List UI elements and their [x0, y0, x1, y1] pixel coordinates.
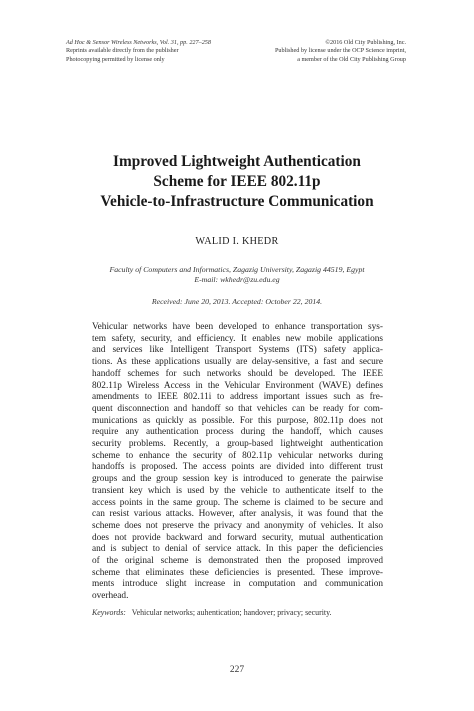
keywords	[92, 608, 392, 617]
reprints-note: Reprints available directly from the publisher	[66, 47, 179, 55]
abstract-line: and is subject to denial of service attack. In this paper the deficiencies	[92, 544, 383, 555]
abstract	[92, 322, 383, 603]
keywords-text: Vehicular networks; auhentication; handover; privacy; security.	[131, 608, 332, 617]
title-line: Improved Lightweight Authentication	[113, 153, 361, 170]
abstract-line: handoff schemes for such networks should be developed. The IEEE	[92, 368, 383, 379]
keywords-label: Keywords:	[92, 608, 126, 617]
journal-info	[66, 39, 211, 64]
abstract-line: transient key which is used by the vehicle to authenticate itself to the	[92, 485, 383, 496]
abstract-line: does not provide backward and forward security, mutual authentication	[92, 532, 383, 543]
license-line: Published by license under the OCP Science imprint,	[274, 47, 406, 55]
abstract-line: ments introduce slight increase in computation and communication	[92, 579, 383, 590]
publisher-group-line: a member of the Old City Publishing Group	[297, 55, 406, 63]
abstract-line: overhead.	[92, 591, 129, 602]
abstract-line: can resist various attacks. However, after analysis, it was found that the	[92, 509, 383, 520]
abstract-line: require any authentication process during the handoff, which causes	[92, 427, 383, 438]
abstract-line: Vehicular networks have been developed to enhance transportation sys-	[92, 322, 383, 332]
abstract-line: scheme that eliminates these deficiencies is presented. These improve-	[92, 567, 383, 578]
page-number: 227	[229, 665, 245, 675]
received-dates: Received: June 20, 2013. Accepted: October 22, 2014.	[151, 297, 323, 306]
title-line: Scheme for IEEE 802.11p	[153, 173, 321, 190]
paper-title	[40, 152, 434, 212]
abstract-line: scheme to enhance the security of 802.11p vehicular networks during	[92, 450, 383, 461]
abstract-line: security problems. Recently, a group-based lightweight authentication	[92, 439, 383, 450]
abstract-line: tions. As these applications usually are delay-sensitive, a fast and secure	[92, 357, 383, 368]
abstract-line: scheme does not preserve the privacy and anonymity of vehicles. It also	[92, 520, 383, 531]
title-line: Vehicle-to-Infrastructure Communication	[100, 193, 374, 210]
photocopy-note: Photocopying permitted by license only	[66, 55, 165, 63]
abstract-line: 802.11p Wireless Access in the Vehicular Environment (WAVE) defines	[92, 380, 383, 391]
abstract-line: amendments to IEEE 802.11i to address important issues such as fre-	[92, 392, 383, 403]
abstract-line: groups and the group session key is introduced to generate the pairwise	[92, 474, 383, 485]
abstract-line: and services like Intelligent Transport Systems (ITS) safety applica-	[92, 345, 383, 356]
author-affiliation	[40, 265, 434, 286]
abstract-line: of the original scheme is demonstrated then the proposed improved	[92, 556, 383, 567]
abstract-line: quent disconnection and handoff so that vehicles can be ready for com-	[92, 403, 383, 414]
publisher-info	[275, 39, 406, 64]
abstract-line: handoffs is proposed. The access points are divided into different trust	[92, 462, 383, 473]
copyright-line: ©2016 Old City Publishing, Inc.	[325, 39, 406, 46]
author-name: WALID I. KHEDR	[195, 236, 279, 247]
journal-citation-text: Ad Hoc & Sensor Wireless Networks, Vol. 31, pp. 227–258	[66, 39, 211, 46]
abstract-line: munications as quickly as possible. For this purpose, 802.11p does not	[92, 415, 383, 426]
journal-citation	[66, 39, 211, 47]
affiliation-line: Faculty of Computers and Informatics, Zagazig University, Zagazig 44519, Egypt	[109, 265, 365, 274]
email-line: E-mail: wkhedr@zu.edu.eg	[194, 275, 280, 285]
abstract-line: tem safety, security, and efficiency. It enables new mobile applications	[92, 333, 383, 344]
abstract-line: access points in the same group. The scheme is claimed to be secure and	[92, 497, 383, 508]
